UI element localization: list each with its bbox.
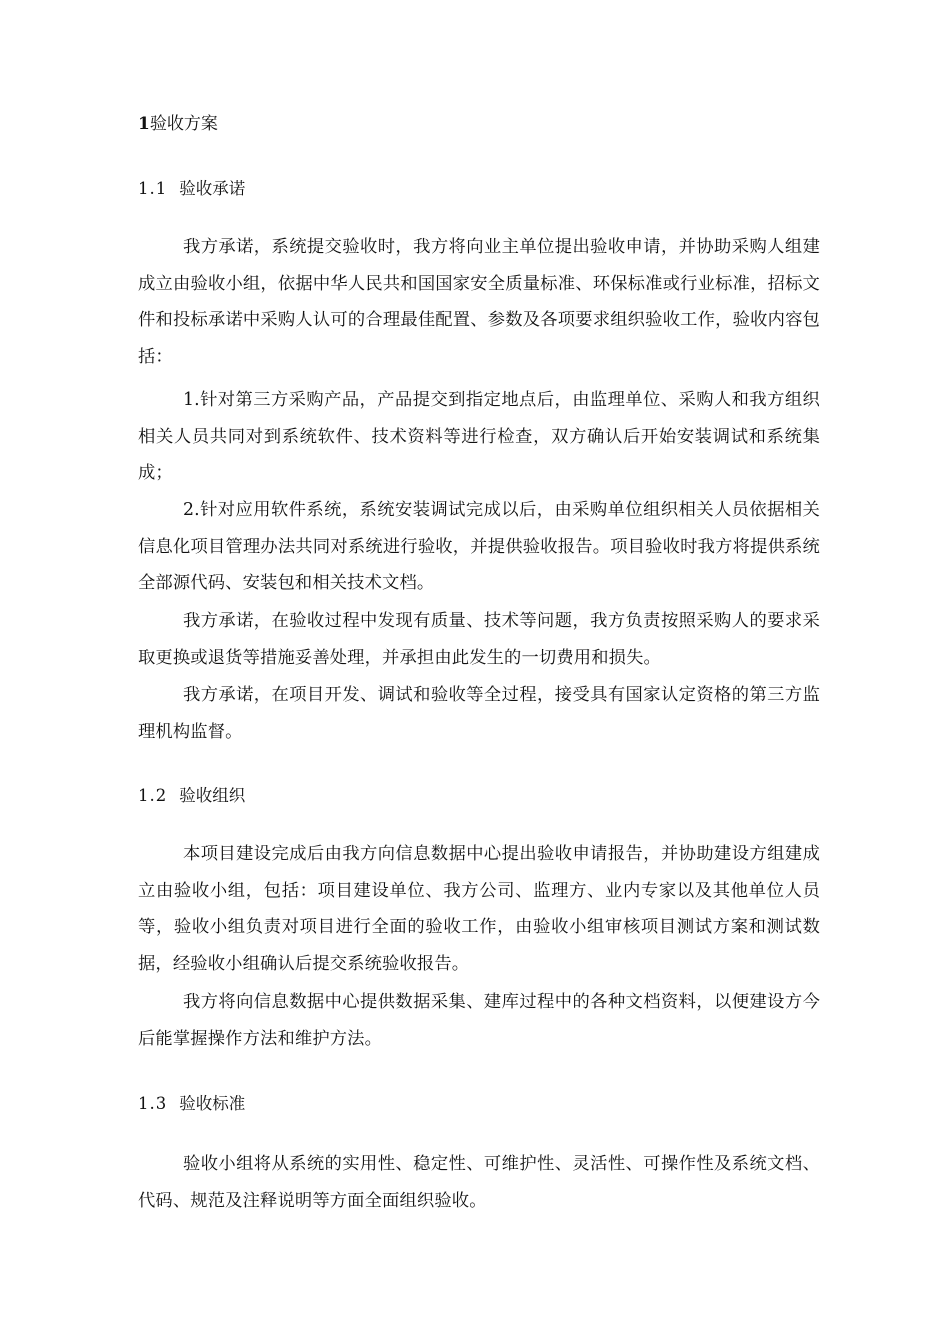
section-number: 1.1	[138, 179, 168, 198]
document-title-text: 验收方案	[149, 114, 218, 134]
paragraph: 验收小组将从系统的实用性、稳定性、可维护性、灵活性、可操作性及系统文档、代码、规范及注释说明等方面全面组织验收。	[138, 1154, 820, 1211]
section-title: 验收承诺	[179, 179, 246, 198]
paragraph: 1.针对第三方采购产品，产品提交到指定地点后，由监理单位、采购人和我方组织相关人员共同对到系统软件、技术资料等进行检查，双方确认后开始安装调试和系统集成；	[138, 390, 820, 484]
section-title: 验收组织	[179, 786, 246, 805]
section-number: 1.2	[138, 786, 168, 805]
document-title-number: 1	[138, 114, 150, 134]
paragraph: 我方承诺，在验收过程中发现有质量、技术等问题，我方负责按照采购人的要求采取更换或退货等措施妥善处理，并承担由此发生的一切费用和损失。	[138, 611, 820, 668]
section-number: 1.3	[138, 1094, 168, 1113]
paragraph: 我方承诺，在项目开发、调试和验收等全过程，接受具有国家认定资格的第三方监理机构监督。	[138, 685, 820, 742]
section-heading-acceptance-standard	[138, 1092, 245, 1116]
paragraph: 2.针对应用软件系统，系统安装调试完成以后，由采购单位组织相关人员依据相关信息化项目管理办法共同对系统进行验收，并提供验收报告。项目验收时我方将提供系统全部源代码、安装包和相关技术文档。	[138, 500, 820, 594]
paragraph: 我方将向信息数据中心提供数据采集、建库过程中的各种文档资料，以便建设方今后能掌握操作方法和维护方法。	[138, 992, 820, 1049]
section-heading-acceptance-organization	[138, 784, 245, 808]
section-title: 验收标准	[179, 1094, 246, 1113]
document-title	[138, 112, 218, 136]
section-heading-acceptance-commitment	[138, 177, 245, 201]
paragraph: 我方承诺，系统提交验收时，我方将向业主单位提出验收申请，并协助采购人组建成立由验收小组，依据中华人民共和国国家安全质量标准、环保标准或行业标准，招标文件和投标承诺中采购人认可的合理最佳配置、参数及各项要求组织验收工作，验收内容包括：	[138, 237, 820, 367]
paragraph: 本项目建设完成后由我方向信息数据中心提出验收申请报告，并协助建设方组建成立由验收小组，包括：项目建设单位、我方公司、监理方、业内专家以及其他单位人员等，验收小组负责对项目进行全面的验收工作，由验收小组审核项目测试方案和测试数据，经验收小组确认后提交系统验收报告。	[138, 844, 820, 974]
